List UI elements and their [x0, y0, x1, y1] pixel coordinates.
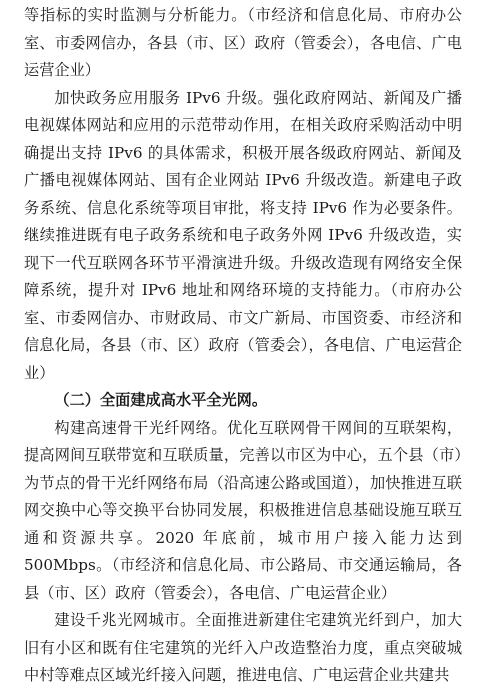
paragraph-ipv6-government-services: 加快政务应用服务 IPv6 升级。强化政府网站、新闻及广播电视媒体网站和应用的示范带动作用，在相关政府采购活动中明确提出支持 IPv6 的具体需求，积极开展各级政府网站、新闻及广播电视媒体网站、国有企业网站 IPv6 升级改造。新建电子政务系统、信息化系统等项目审批，将支持 IPv6 作为必要条件。继续推进既有电子政务系统和电子政务外网 IPv6 升级改造，实现下一代互联网各环节平滑演进升级。升级改造现有网络安全保障系统，提升对 IPv6 地址和网络环境的支持能力。（市府办公室、市委网信办、市财政局、市文广新局、市国资委、市经济和信息化局，各县（市、区）政府（管委会），各电信、广电运营企业）: [24, 88, 462, 382]
paragraph-continuation: 等指标的实时监测与分析能力。（市经济和信息化局、市府办公室、市委网信办，各县（市、区）政府（管委会），各电信、广电运营企业）: [24, 6, 462, 79]
section-heading-all-optical-network: （二）全面建成高水平全光网。: [54, 391, 268, 409]
paragraph-gigabit-optical-city: 建设千兆光网城市。全面推进新建住宅建筑光纤到户，加大旧有小区和既有住宅建筑的光纤入户改造整治力度，重点突破城中村等难点区域光纤接入问题，推进电信、广电运营企业共建共: [24, 611, 462, 684]
paragraph-backbone-fiber-network: 构建高速骨干光纤网络。优化互联网骨干网间的互联架构，提高网间互联带宽和互联质量，完善以市区为中心，五个县（市）为节点的骨干光纤网络布局（沿高速公路或国道），加快推进互联网交换中心等交换平台协同发展，积极推进信息基础设施互联互通和资源共享。2020 年底前，城市用户接入能力达到 500Mbps。（市经济和信息化局、市公路局、市交通运输局，各县（市、区）政府（管委会），各电信、广电运营企业）: [24, 418, 462, 602]
